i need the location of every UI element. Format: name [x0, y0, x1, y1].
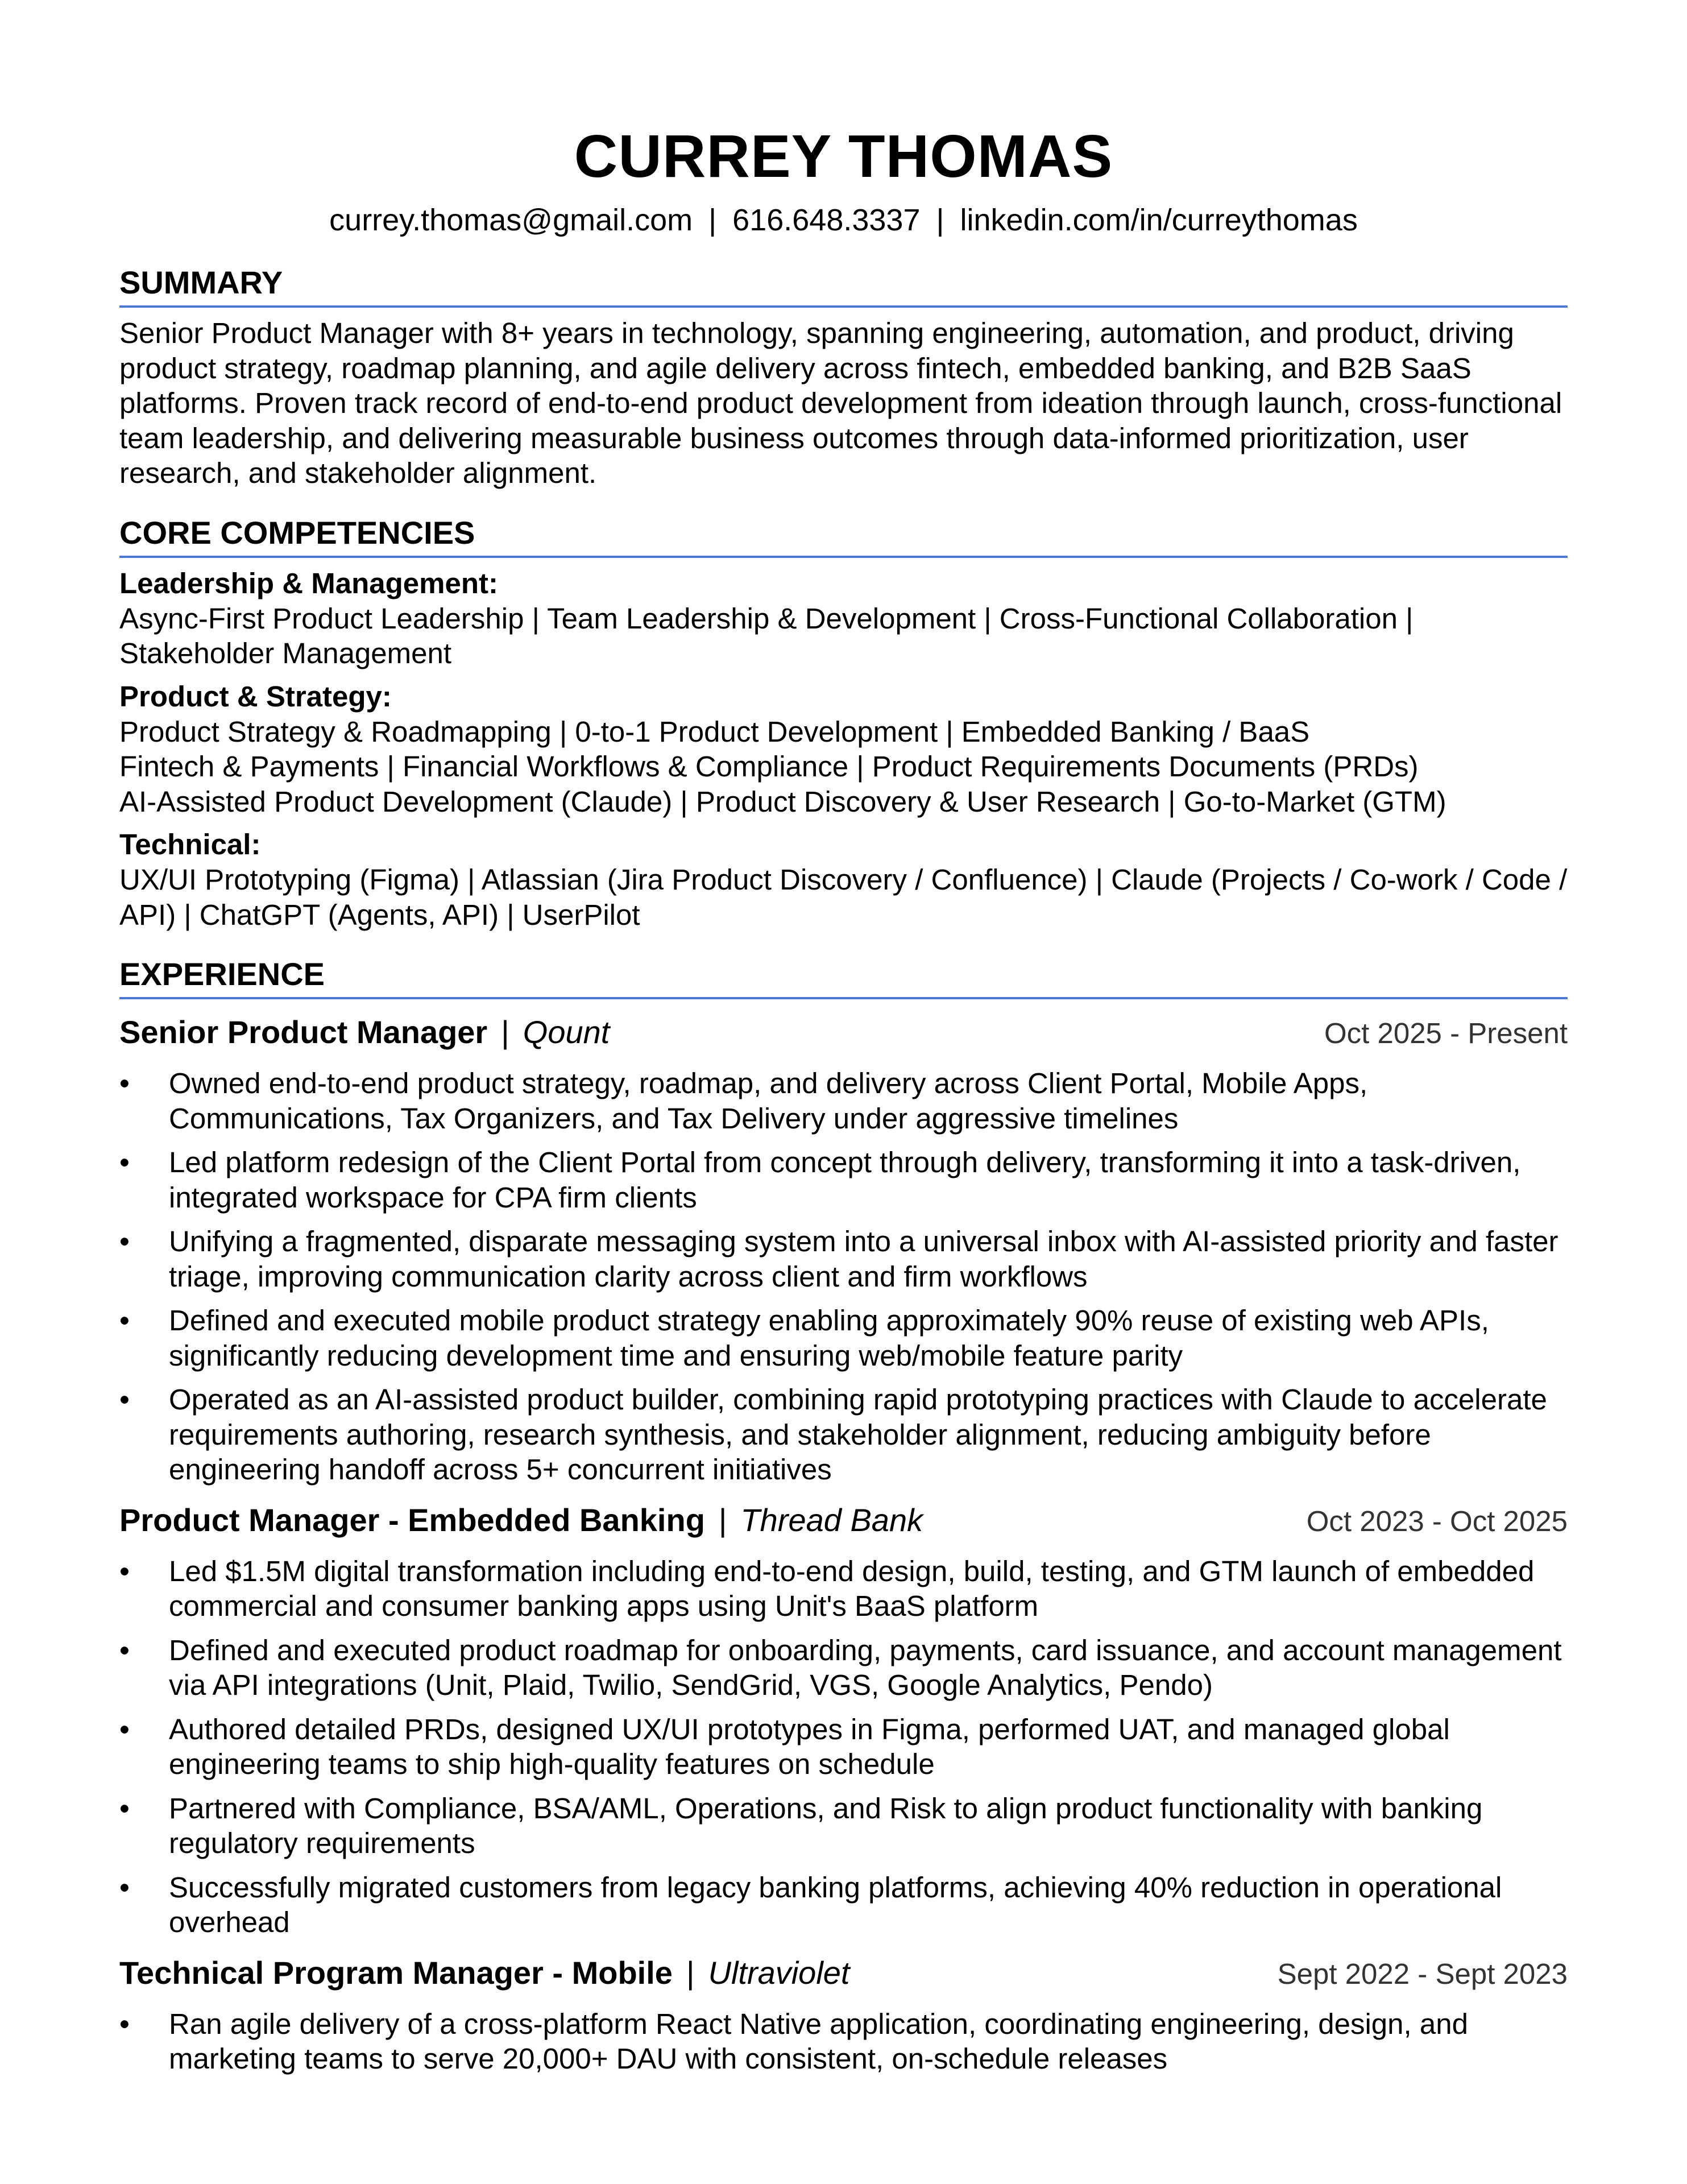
list-item: [119, 1712, 1568, 1782]
job-company: Ultraviolet: [708, 1954, 850, 1991]
list-item: [119, 1066, 1568, 1136]
bullet-icon: •: [119, 1225, 130, 1258]
list-item: [119, 1633, 1568, 1703]
job-dates: Sept 2022 - Sept 2023: [1277, 1957, 1568, 1990]
job-role: [119, 1951, 849, 2003]
competency-line: UX/UI Prototyping (Figma) | Atlassian (Jira Product Discovery / Confluence) | Claude (Projects / Co-work / Code / API) | ChatGPT (Agents, API) | UserPilot: [119, 863, 1568, 931]
competency-line: AI-Assisted Product Development (Claude) | Product Discovery & User Research | Go-to-Market (GTM): [119, 785, 1446, 818]
experience-list: [119, 1011, 1568, 2077]
job-title: Senior Product Manager: [119, 1014, 488, 1050]
competency-group-title: Leadership & Management:: [119, 566, 498, 599]
contact-line: [119, 200, 1568, 241]
bullet-icon: •: [119, 2007, 130, 2040]
list-item: [119, 2007, 1568, 2077]
section-title-competencies: CORE COMPETENCIES: [119, 515, 1568, 558]
job-company: Qount: [523, 1014, 610, 1050]
list-item: [119, 1382, 1568, 1487]
bullet-text: Led $1.5M digital transformation including end-to-end design, build, testing, and GTM launch of embedded commercial and consumer banking apps using Unit's BaaS platform: [169, 1554, 1535, 1622]
job-bullets: [119, 1066, 1568, 1487]
list-item: [119, 1224, 1568, 1294]
email-text: currey.thomas@gmail.com: [329, 203, 693, 237]
bullet-text: Authored detailed PRDs, designed UX/UI prototypes in Figma, performed UAT, and managed global engineering teams to ship high-quality features on schedule: [169, 1713, 1450, 1780]
job-entry: [119, 1499, 1568, 1940]
job-header: [119, 1951, 1568, 2003]
bullet-icon: •: [119, 1383, 130, 1416]
competency-group-title: Product & Strategy:: [119, 680, 392, 713]
job-title: Technical Program Manager - Mobile: [119, 1954, 673, 1991]
bullet-icon: •: [119, 1554, 130, 1587]
bullet-icon: •: [119, 1146, 130, 1178]
job-separator: |: [718, 1502, 727, 1538]
contact-separator: |: [936, 203, 944, 237]
bullet-text: Successfully migrated customers from legacy banking platforms, achieving 40% reduction in operational overhead: [169, 1871, 1502, 1938]
contact-separator: |: [708, 203, 717, 237]
bullet-text: Led platform redesign of the Client Portal from concept through delivery, transforming it into a task-driven, integrated workspace for CPA firm clients: [169, 1146, 1521, 1214]
phone-text: 616.648.3337: [732, 203, 921, 237]
list-item: [119, 1791, 1568, 1861]
bullet-icon: •: [119, 1713, 130, 1745]
job-bullets: [119, 1554, 1568, 1940]
bullet-icon: •: [119, 1067, 130, 1099]
bullet-text: Operated as an AI-assisted product builder, combining rapid prototyping practices with Claude to accelerate requirements authoring, research synthesis, and stakeholder alignment, reducing ambiguity before engineering handoff across 5+ concurrent initiatives: [169, 1383, 1547, 1486]
competency-line: Product Strategy & Roadmapping | 0-to-1 Product Development | Embedded Banking / BaaS: [119, 715, 1310, 748]
bullet-text: Defined and executed product roadmap for onboarding, payments, card issuance, and account management via API integrations (Unit, Plaid, Twilio, SendGrid, VGS, Google Analytics, Pendo): [169, 1633, 1562, 1701]
bullet-text: Defined and executed mobile product strategy enabling approximately 90% reuse of existing web APIs, significantly reducing development time and ensuring web/mobile feature parity: [169, 1304, 1489, 1372]
job-header: [119, 1011, 1568, 1062]
bullet-text: Ran agile delivery of a cross-platform React Native application, coordinating engineering, design, and marketing teams to serve 20,000+ DAU with consistent, on-schedule releases: [169, 2007, 1468, 2075]
competency-group-title: Technical:: [119, 828, 261, 861]
bullet-icon: •: [119, 1633, 130, 1666]
bullet-icon: •: [119, 1792, 130, 1825]
job-header: [119, 1499, 1568, 1550]
bullet-icon: •: [119, 1871, 130, 1904]
job-entry: [119, 1011, 1568, 1487]
list-item: [119, 1303, 1568, 1373]
bullet-text: Owned end-to-end product strategy, roadmap, and delivery across Client Portal, Mobile Apps, Communications, Tax Organizers, and Tax Delivery under aggressive timelines: [169, 1067, 1368, 1135]
list-item: [119, 1870, 1568, 1940]
competency-line: Async-First Product Leadership | Team Leadership & Development | Cross-Functional Collaboration | Stakeholder Management: [119, 602, 1414, 669]
list-item: [119, 1554, 1568, 1624]
bullet-text: Unifying a fragmented, disparate messaging system into a universal inbox with AI-assisted priority and faster triage, improving communication clarity across client and firm workflows: [169, 1225, 1558, 1293]
job-title: Product Manager - Embedded Banking: [119, 1502, 705, 1538]
job-separator: |: [501, 1014, 509, 1050]
competencies-list: [119, 566, 1568, 933]
summary-text: Senior Product Manager with 8+ years in technology, spanning engineering, automation, and product, driving product strategy, roadmap planning, and agile delivery across fintech, embedded banking, and B2B SaaS platforms. Proven track record of end-to-end product development from ideation through launch, cross-functional team leadership, and delivering measurable business outcomes through data-informed prioritization, user research, and stakeholder alignment.: [119, 317, 1562, 489]
job-separator: |: [686, 1954, 695, 1991]
list-item: [119, 1145, 1568, 1215]
bullet-icon: •: [119, 1304, 130, 1337]
candidate-name: CURREY THOMAS: [574, 123, 1113, 190]
job-dates: Oct 2023 - Oct 2025: [1306, 1504, 1568, 1537]
competency-line: Fintech & Payments | Financial Workflows & Compliance | Product Requirements Documents (PRDs): [119, 750, 1419, 783]
bullet-text: Partnered with Compliance, BSA/AML, Operations, and Risk to align product functionality with banking regulatory requirements: [169, 1792, 1483, 1859]
job-company: Thread Bank: [740, 1502, 923, 1538]
section-title-summary: SUMMARY: [119, 264, 1568, 308]
job-entry: [119, 1951, 1568, 2077]
job-role: [119, 1011, 610, 1062]
job-role: [119, 1499, 923, 1550]
section-title-experience: EXPERIENCE: [119, 956, 1568, 999]
linkedin-text: linkedin.com/in/curreythomas: [960, 203, 1358, 237]
job-bullets: [119, 2007, 1568, 2077]
job-dates: Oct 2025 - Present: [1324, 1017, 1568, 1049]
